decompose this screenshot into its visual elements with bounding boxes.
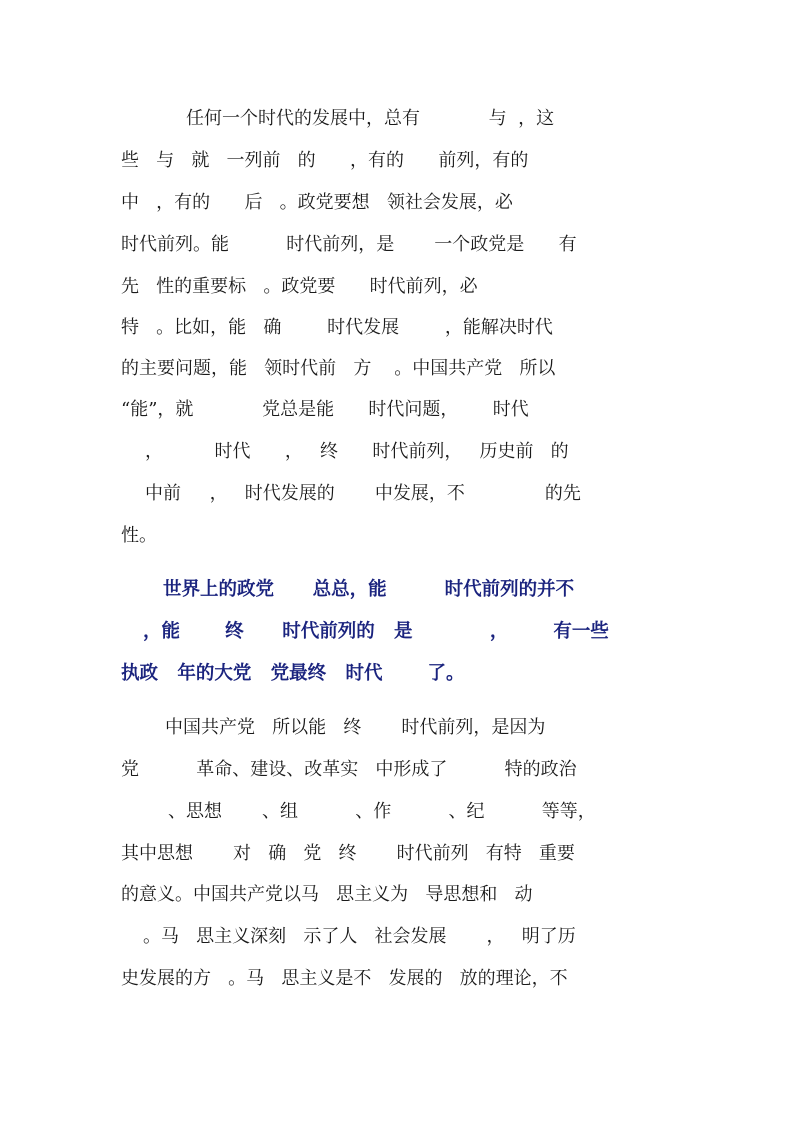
paragraph-1-line-3: 中 ，有的 后 。政党要想 领社会发展，必: [121, 192, 513, 213]
paragraph-1-line-1: 任何一个时代的发展中，总有 与 ，这: [186, 108, 555, 129]
paragraph-3-line-2: 党 革命、建设、改革实 中形成了 特的政治: [121, 759, 577, 780]
paragraph-1-line-10: 中前 ， 时代发展的 中发展，不 的先: [145, 483, 581, 504]
paragraph-1-line-6: 特 。比如，能 确 时代发展 ，能解决时代: [121, 317, 553, 338]
paragraph-1-line-8: “能”，就 党总是能 时代问题， 时代: [121, 399, 529, 420]
paragraph-3-line-7: 史发展的方 。马 思主义是不 发展的 放的理论，不: [121, 968, 568, 989]
paragraph-1-line-11: 性。: [121, 525, 157, 546]
paragraph-1-line-5: 先 性的重要标 。政党要 时代前列，必: [121, 276, 478, 297]
paragraph-3-line-3: 、思想 、组 、作 、纪 等等，: [168, 801, 596, 822]
paragraph-1-line-9: ， 时代 ， 终 时代前列， 历史前 的: [145, 441, 569, 462]
paragraph-3-line-4: 其中思想 对 确 党 终 时代前列 有特 重要: [121, 843, 575, 864]
paragraph-2-line-2: ，能 终 时代前列的 是 ， 有一些: [143, 621, 609, 642]
paragraph-3-line-5: 的意义。中国共产党以马 思主义为 导思想和 动: [121, 884, 533, 905]
paragraph-3-line-6: 。马 思主义深刻 示了人 社会发展 ， 明了历: [143, 926, 576, 947]
paragraph-1-line-2: 些 与 就 一列前 的 ，有的 前列，有的: [121, 150, 529, 171]
paragraph-2-line-3: 执政 年的大党 党最终 时代 了。: [121, 663, 465, 684]
paragraph-3-line-1: 中国共产党 所以能 终 时代前列，是因为: [165, 717, 546, 738]
paragraph-2-line-1: 世界上的政党 总总，能 时代前列的并不: [163, 579, 575, 600]
paragraph-1-line-7: 的主要问题，能 领时代前 方 。中国共产党 所以: [121, 358, 556, 379]
paragraph-1-line-4: 时代前列。能 时代前列，是 一个政党是 有: [121, 234, 577, 255]
